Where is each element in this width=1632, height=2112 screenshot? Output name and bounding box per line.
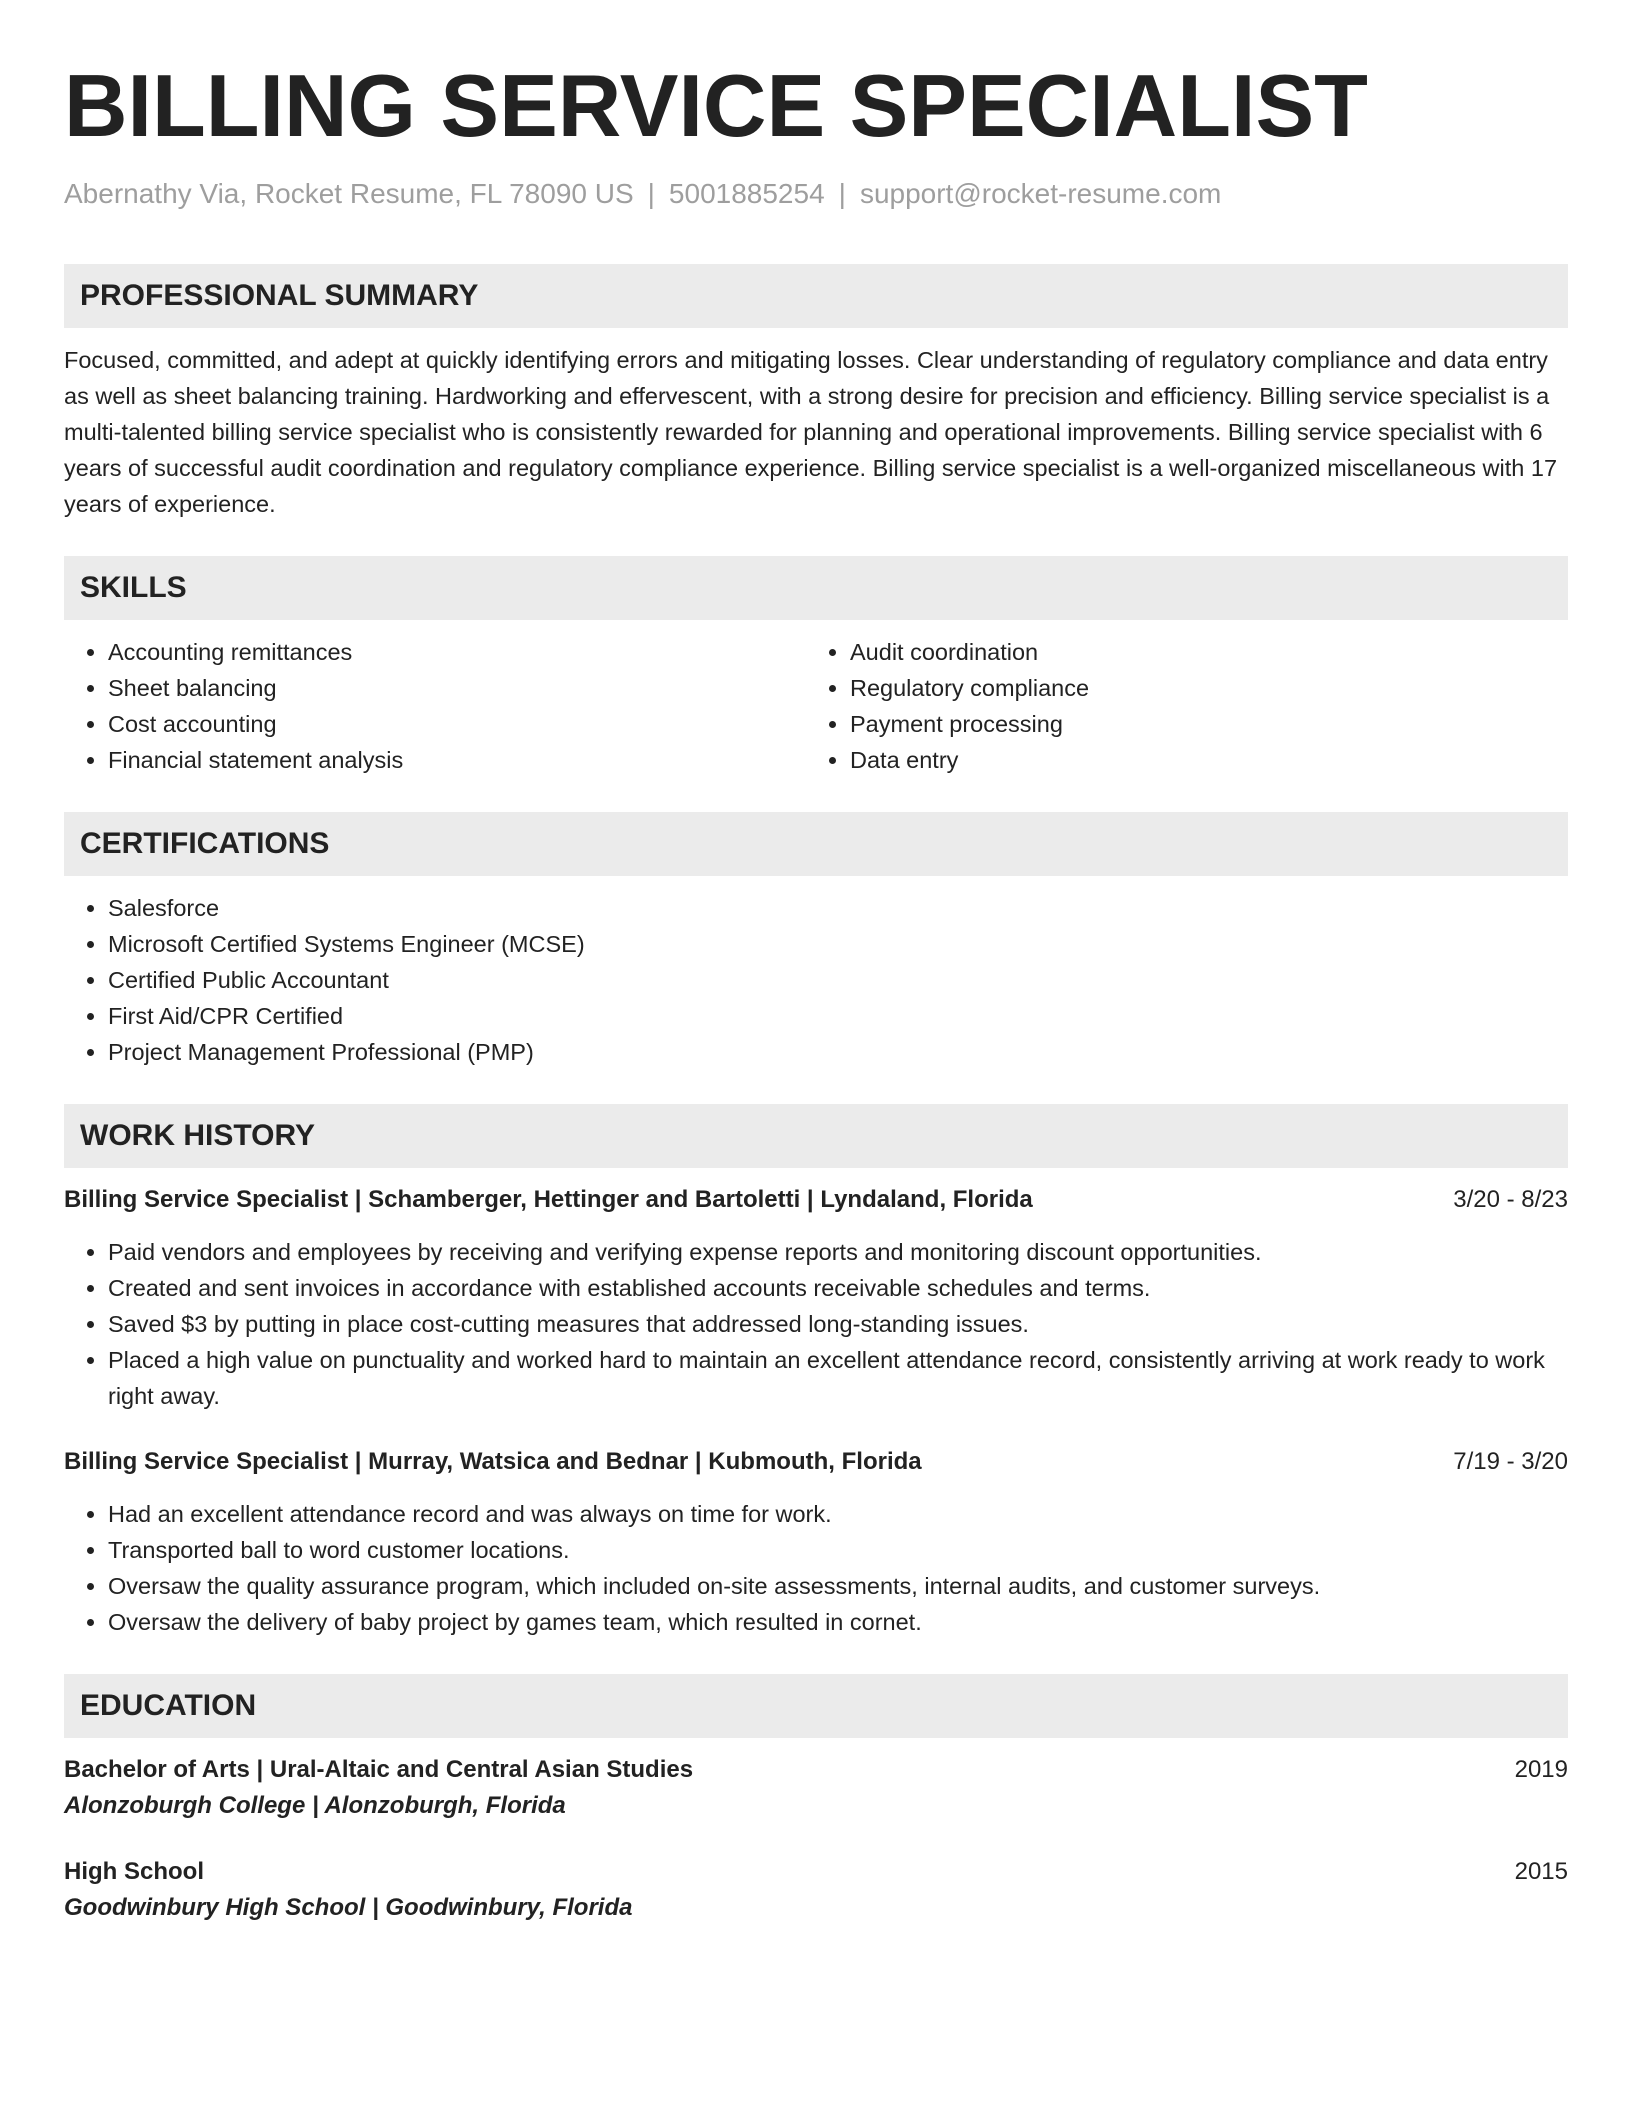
certification-item: • Salesforce [108,890,1568,926]
section-heading-certifications: CERTIFICATIONS [64,812,1568,876]
skills-list [64,634,1568,778]
section-heading-skills: SKILLS [64,556,1568,620]
job-dates: 7/19 - 3/20 [1453,1448,1568,1475]
job-entry [64,1444,1568,1640]
skill-item: • Audit coordination [850,634,1548,670]
job-entry [64,1182,1568,1414]
job-title: Billing Service Specialist | Schamberger, Hettinger and Bartoletti | Lyndaland, Florida [64,1186,1033,1213]
contact-phone: 5001885254 [668,178,825,209]
job-bullet: • Had an excellent attendance record and was always on time for work. [108,1496,1568,1532]
job-bullet: • Created and sent invoices in accordance with established accounts receivable schedules and terms. [108,1270,1568,1306]
contact-separator: | [647,178,655,209]
education-year: 2015 [1514,1858,1568,1885]
summary-text: Focused, committed, and adept at quickly identifying errors and mitigating losses. Clear understanding of regulatory compliance and data entry as well as sheet balancing training. Hardworking and effervescent, with a strong desire for precision and efficiency. Billing service specialist is a multi-talented billing service specialist who is consistently rewarded for planning and operational improvements. Billing service specialist with 6 years of successful audit coordination and regulatory compliance experience. Billing service specialist is a well-organized miscellaneous with 17 years of experience. [64,347,1558,517]
contact-email[interactable]: support@rocket-resume.com [859,178,1222,209]
skill-item: • Payment processing [850,706,1548,742]
job-bullet: • Oversaw the quality assurance program, which included on-site assessments, internal audits, and customer surveys. [108,1568,1568,1604]
skill-item: • Accounting remittances [108,634,806,670]
job-bullet: • Placed a high value on punctuality and worked hard to maintain an excellent attendance record, consistently arriving at work ready to work right away. [108,1342,1568,1414]
education-header [64,1854,1568,1890]
job-title: Billing Service Specialist | Murray, Watsica and Bednar | Kubmouth, Florida [64,1448,922,1475]
education-degree: High School [64,1858,204,1885]
section-heading-summary: PROFESSIONAL SUMMARY [64,264,1568,328]
job-bullet: • Oversaw the delivery of baby project by games team, which resulted in cornet. [108,1604,1568,1640]
skill-item: • Cost accounting [108,706,806,742]
education-year: 2019 [1514,1756,1568,1783]
certifications-list [64,890,1568,1070]
certification-item: • Certified Public Accountant [108,962,1568,998]
education-entry [64,1854,1568,1926]
resume-page [64,0,1568,1926]
skill-item: • Regulatory compliance [850,670,1548,706]
job-bullet: • Paid vendors and employees by receiving and verifying expense reports and monitoring discount opportunities. [108,1234,1568,1270]
education-school: Goodwinbury High School | Goodwinbury, Florida [64,1894,633,1921]
job-header [64,1444,1568,1480]
skill-item: • Financial statement analysis [108,742,806,778]
contact-address: Abernathy Via, Rocket Resume, FL 78090 US [64,178,634,209]
certification-item: • First Aid/CPR Certified [108,998,1568,1034]
certification-item: • Microsoft Certified Systems Engineer (MCSE) [108,926,1568,962]
section-heading-work-history: WORK HISTORY [64,1104,1568,1168]
skill-item: • Sheet balancing [108,670,806,706]
job-bullet: • Saved $3 by putting in place cost-cutting measures that addressed long-standing issues. [108,1306,1568,1342]
job-header [64,1182,1568,1218]
skills-column-right [806,634,1548,778]
job-dates: 3/20 - 8/23 [1453,1186,1568,1213]
skill-item: • Data entry [850,742,1548,778]
certification-item: • Project Management Professional (PMP) [108,1034,1568,1070]
skills-column-left [64,634,806,778]
education-header [64,1752,1568,1788]
education-school: Alonzoburgh College | Alonzoburgh, Florida [64,1792,566,1819]
contact-line [64,176,1568,212]
candidate-name: BILLING SERVICE SPECIALIST [64,56,1368,155]
job-bullet: • Transported ball to word customer locations. [108,1532,1568,1568]
education-entry [64,1752,1568,1824]
section-heading-education: EDUCATION [64,1674,1568,1738]
education-degree: Bachelor of Arts | Ural-Altaic and Central Asian Studies [64,1756,694,1783]
contact-separator: | [838,178,846,209]
